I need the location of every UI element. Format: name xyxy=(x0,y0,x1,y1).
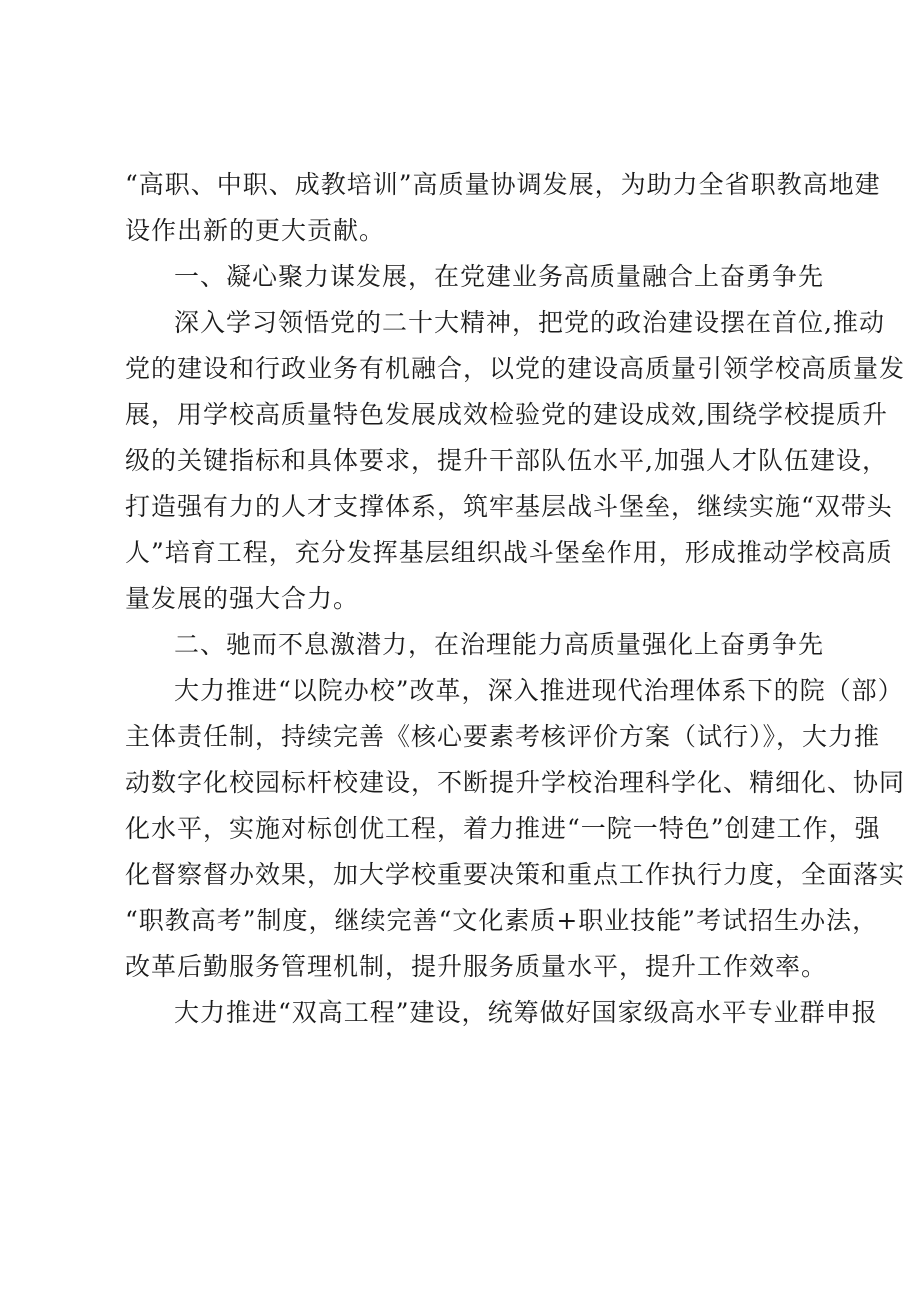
body-text-line: 改革后勤服务管理机制，提升服务质量水平，提升工作效率。 xyxy=(125,952,828,981)
body-text-line: 展，用学校高质量特色发展成效检验党的建设成效,围绕学校提质升 xyxy=(125,400,888,429)
body-text-line: 级的关键指标和具体要求，提升干部队伍水平,加强人才队伍建设， xyxy=(125,446,888,475)
body-text-line: “职教高考”制度，继续完善“文化素质+职业技能”考试招生办法， xyxy=(125,906,879,935)
body-text-line: 打造强有力的人才支撑体系，筑牢基层战斗堡垒，继续实施“双带头 xyxy=(125,492,893,521)
body-text-line: 大力推进“以院办校”改革，深入推进现代治理体系下的院（部） xyxy=(174,676,904,705)
section-heading-2: 二、驰而不息激潜力，在治理能力高质量强化上奋勇争先 xyxy=(174,630,825,659)
body-text-line: 设作出新的更大贡献。 xyxy=(125,216,386,245)
body-text-line: 量发展的强大合力。 xyxy=(125,584,360,613)
body-text-line: 深入学习领悟党的二十大精神，把党的政治建设摆在首位,推动 xyxy=(174,308,885,337)
section-heading-1: 一、凝心聚力谋发展，在党建业务高质量融合上奋勇争先 xyxy=(174,262,825,291)
body-text-line: “高职、中职、成教培训”高质量协调发展，为助力全省职教高地建 xyxy=(125,170,881,199)
body-text-line: 动数字化校园标杆校建设，不断提升学校治理科学化、精细化、协同 xyxy=(125,768,906,797)
body-text-line: 大力推进“双高工程”建设，统筹做好国家级高水平专业群申报 xyxy=(174,998,878,1027)
body-text-line: 党的建设和行政业务有机融合，以党的建设高质量引领学校高质量发 xyxy=(125,354,906,383)
body-text-line: 化督察督办效果，加大学校重要决策和重点工作执行力度，全面落实 xyxy=(125,860,906,889)
body-text-line: 主体责任制，持续完善《核心要素考核评价方案（试行）》，大力推 xyxy=(125,722,881,751)
body-text-line: 化水平，实施对标创优工程，着力推进“一院一特色”创建工作，强 xyxy=(125,814,881,843)
body-text-line: 人”培育工程，充分发挥基层组织战斗堡垒作用，形成推动学校高质 xyxy=(125,538,893,567)
